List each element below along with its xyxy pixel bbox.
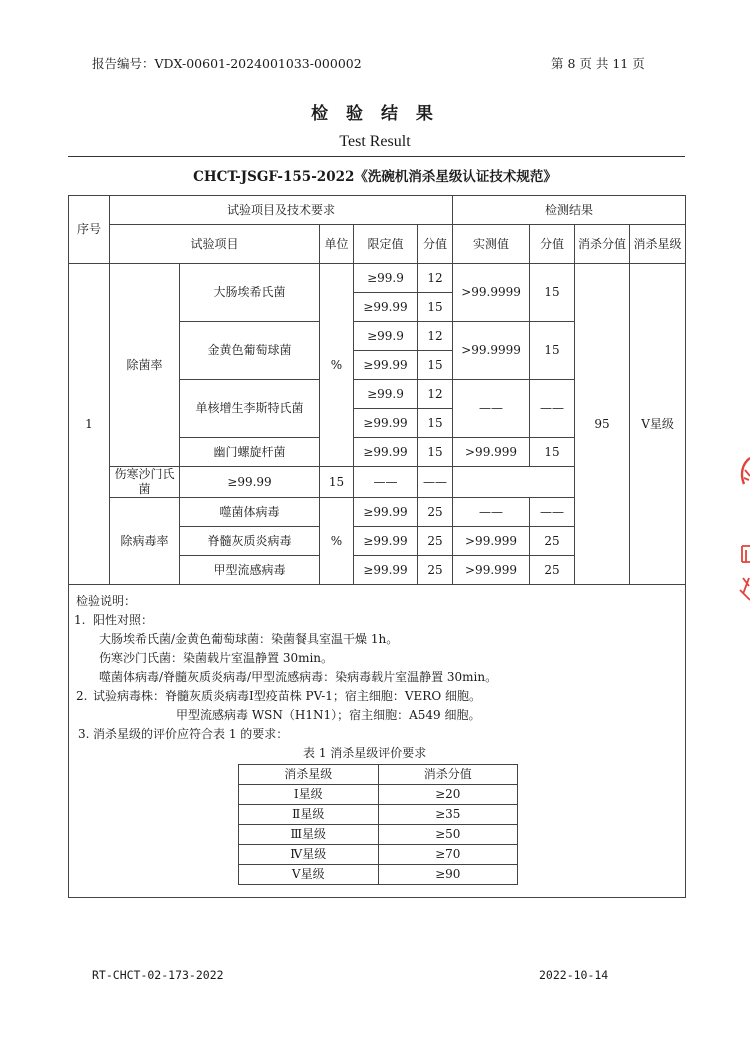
limit-value: ≥99.99 [354, 556, 418, 585]
limit-value: ≥99.99 [354, 293, 418, 322]
result-score: 15 [530, 322, 575, 380]
score-value: 12 [418, 264, 453, 293]
score-value: 12 [418, 380, 453, 409]
measured-value: >99.999 [453, 527, 530, 556]
score-value: 15 [418, 438, 453, 467]
note-3: 消杀星级的评价应符合表 1 的要求： [93, 727, 289, 741]
page-title-cn: 检 验 结 果 [311, 104, 439, 124]
limit-value: ≥99.99 [354, 527, 418, 556]
header-results: 检测结果 [453, 196, 686, 225]
notes-row [69, 585, 686, 898]
result-score: —— [418, 467, 453, 498]
score-value: 25 [418, 527, 453, 556]
result-score: 15 [530, 264, 575, 322]
score-value: 15 [418, 293, 453, 322]
form-number: RT-CHCT-02-173-2022 [92, 968, 224, 982]
report-number: 报告编号：VDX-00601-2024001033-000002 [92, 56, 362, 71]
criteria-score: ≥70 [378, 845, 518, 865]
result-score: —— [530, 498, 575, 527]
table-row [239, 825, 518, 845]
limit-value: ≥99.99 [354, 351, 418, 380]
measured-value: >99.9999 [453, 322, 530, 380]
score-value: 15 [418, 409, 453, 438]
limit-value: ≥99.9 [354, 322, 418, 351]
score-value: 25 [418, 498, 453, 527]
measured-value: >99.999 [453, 556, 530, 585]
header-seq: 序号 [69, 196, 110, 264]
table-row [239, 845, 518, 865]
item-name: 伤寒沙门氏菌 [110, 467, 180, 498]
limit-value: ≥99.99 [354, 409, 418, 438]
criteria-star: Ⅱ星级 [239, 805, 379, 825]
item-name: 幽门螺旋杆菌 [180, 438, 320, 467]
criteria-star: Ⅰ星级 [239, 785, 379, 805]
footer-date: 2022-10-14 [539, 968, 609, 982]
group-virus: 除病毒率 [110, 498, 180, 585]
header-items-requirements: 试验项目及技术要求 [110, 196, 453, 225]
measured-value: >99.999 [453, 438, 530, 467]
header-measured: 实测值 [453, 225, 530, 264]
header-divider [68, 156, 685, 157]
result-score: —— [530, 380, 575, 438]
limit-value: ≥99.99 [354, 498, 418, 527]
measured-value: —— [453, 498, 530, 527]
criteria-star: Ⅳ星级 [239, 845, 379, 865]
note-1-number: 1. [74, 613, 86, 627]
result-score: 25 [530, 556, 575, 585]
header-score: 分值 [418, 225, 453, 264]
criteria-score: ≥50 [378, 825, 518, 845]
table-row [69, 264, 686, 293]
item-name: 噬菌体病毒 [180, 498, 320, 527]
table1-caption: 表 1 消杀星级评价要求 [303, 746, 427, 760]
criteria-header-star: 消杀星级 [239, 765, 379, 785]
unit-cell: % [320, 498, 354, 585]
result-score: 25 [530, 527, 575, 556]
seq-cell: 1 [69, 264, 110, 585]
item-name: 金黄色葡萄球菌 [180, 322, 320, 380]
header-limit: 限定值 [354, 225, 418, 264]
notes-block [69, 585, 685, 897]
measured-value: >99.9999 [453, 264, 530, 322]
result-table [68, 195, 686, 898]
note-1-title: 阳性对照： [93, 613, 154, 627]
table-row [239, 765, 518, 785]
table-subheader-row [69, 225, 686, 264]
note-1b: 伤寒沙门氏菌：染菌载片室温静置 30min。 [99, 651, 334, 665]
unit-cell: % [320, 264, 354, 467]
note-2a: 试验病毒株：脊髓灰质炎病毒Ⅰ型疫苗株 PV-1；宿主细胞：VERO 细胞。 [93, 689, 481, 703]
measured-value: —— [354, 467, 418, 498]
table-row [239, 785, 518, 805]
standard-title: CHCT-JSGF-155-2022《洗碗机消杀星级认证技术规范》 [193, 169, 557, 185]
limit-value: ≥99.9 [354, 264, 418, 293]
table-row [239, 865, 518, 885]
criteria-score: ≥90 [378, 865, 518, 885]
total-score: 95 [575, 264, 630, 585]
note-2-number: 2. [76, 689, 88, 703]
group-bacteria: 除菌率 [110, 264, 180, 467]
criteria-header-score: 消杀分值 [378, 765, 518, 785]
item-name: 脊髓灰质炎病毒 [180, 527, 320, 556]
result-score: 15 [530, 438, 575, 467]
header-kill-score: 消杀分值 [575, 225, 630, 264]
criteria-score: ≥35 [378, 805, 518, 825]
table-header-row [69, 196, 686, 225]
header-unit: 单位 [320, 225, 354, 264]
note-3-number: 3. [78, 727, 90, 741]
measured-value: —— [453, 380, 530, 438]
item-name: 大肠埃希氏菌 [180, 264, 320, 322]
page-indicator: 第 8 页 共 11 页 [551, 56, 645, 71]
limit-value: ≥99.99 [354, 438, 418, 467]
note-2b: 甲型流感病毒 WSN（H1N1）；宿主细胞：A549 细胞。 [176, 708, 481, 722]
notes-cell [69, 585, 686, 898]
limit-value: ≥99.9 [354, 380, 418, 409]
criteria-score: ≥20 [378, 785, 518, 805]
item-name: 甲型流感病毒 [180, 556, 320, 585]
header-kill-star: 消杀星级 [630, 225, 686, 264]
header-item: 试验项目 [110, 225, 320, 264]
header-score-result: 分值 [530, 225, 575, 264]
star-rating: Ⅴ星级 [630, 264, 686, 585]
page-title-en: Test Result [339, 133, 411, 150]
limit-value: ≥99.99 [180, 467, 320, 498]
star-criteria-table [238, 764, 518, 885]
seal-stamp-fragment [736, 450, 750, 610]
note-1a: 大肠埃希氏菌/金黄色葡萄球菌：染菌餐具室温干燥 1h。 [99, 632, 399, 646]
notes-heading: 检验说明： [76, 594, 137, 608]
score-value: 25 [418, 556, 453, 585]
score-value: 15 [418, 351, 453, 380]
criteria-star: Ⅲ星级 [239, 825, 379, 845]
table-row [239, 805, 518, 825]
criteria-star: Ⅴ星级 [239, 865, 379, 885]
score-value: 12 [418, 322, 453, 351]
note-1c: 噬菌体病毒/脊髓灰质炎病毒/甲型流感病毒：染病毒载片室温静置 30min。 [99, 670, 498, 684]
item-name: 单核增生李斯特氏菌 [180, 380, 320, 438]
score-value: 15 [320, 467, 354, 498]
